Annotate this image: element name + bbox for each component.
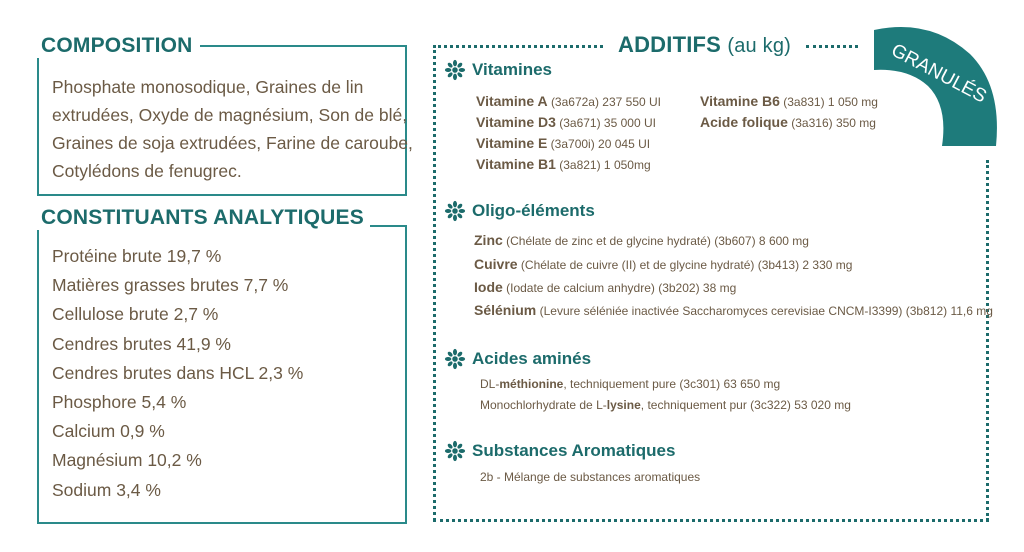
oligo-name: Cuivre [474,256,518,272]
composition-line: Graines de soja extrudées, Farine de caroube, [52,133,413,153]
composition-title: COMPOSITION [35,34,199,58]
oligo-detail: (Chélate de zinc et de glycine hydraté) (3b607) 8 600 mg [506,234,809,248]
composition-text [52,73,413,185]
additifs-frame-bottom [433,519,989,522]
constituant-item: Protéine brute 19,7 % [52,246,222,266]
acide-pre: Monochlorhydrate de L- [480,398,607,412]
oligo-detail: (Iodate de calcium anhydre) (3b202) 38 mg [506,281,737,295]
vitamine-row [700,93,878,109]
constituant-item: Cellulose brute 2,7 % [52,304,219,325]
additifs-frame-right [986,160,989,521]
vitamines-title [444,59,552,81]
vitamine-name: Vitamine B1 [476,156,556,172]
composition-line: Phosphate monosodique, Graines de lin [52,77,364,97]
vitamine-row [476,156,651,172]
constituant-item: Phosphore 5,4 % [52,392,187,413]
vitamine-row [476,93,661,109]
constituant-item: Magnésium 10,2 % [52,450,202,471]
acide-post: , techniquement pur (3c322) 53 020 mg [640,398,851,412]
oligo-detail: (Levure séléniée inactivée Saccharomyces cerevisiae CNCM-I3399) (3b812) 11,6 mg [539,304,993,318]
additifs-title-sub: (au kg) [727,35,792,57]
oligo-name: Iode [474,279,503,295]
oligo-row [474,279,736,295]
constituants-list [52,242,303,505]
acides-title [444,348,591,370]
vitamine-name: Vitamine A [476,93,548,109]
acide-row [480,377,780,391]
vitamine-detail: (3a671) 35 000 UI [559,116,656,130]
vitamines-title-text: Vitamines [472,60,553,79]
aromatiques-text: 2b - Mélange de substances aromatiques [480,470,701,484]
acide-bold: lysine [606,398,641,412]
oligo-name: Sélénium [474,302,537,318]
vitamine-detail: (3a700i) 20 045 UI [550,137,651,151]
constituant-item: Sodium 3,4 % [52,479,161,500]
vitamine-name: Acide folique [700,114,788,130]
additifs-frame-top-left [433,45,603,48]
vitamine-detail: (3a672a) 237 550 UI [550,95,662,109]
oligo-row [474,256,852,272]
acide-bold: méthionine [499,377,564,391]
acide-pre: DL- [480,377,500,391]
vitamine-detail: (3a831) 1 050 mg [783,95,878,109]
additifs-title [612,32,797,58]
flower-icon [444,440,466,462]
acide-row [480,398,851,412]
acides-title-text: Acides aminés [472,349,592,368]
vitamine-name: Vitamine E [476,135,548,151]
constituant-item: Cendres brutes 41,9 % [52,333,231,354]
vitamine-row [476,135,650,151]
oligo-title [444,200,595,222]
vitamine-row [476,114,656,130]
flower-icon [444,348,466,370]
granules-badge [870,14,1010,154]
additifs-frame-top-right [806,45,858,48]
aromatiques-title-text: Substances Aromatiques [472,441,676,460]
constituant-item: Cendres brutes dans HCL 2,3 % [52,362,304,383]
composition-top-line [200,45,407,47]
oligo-row [474,232,809,248]
constituants-title: CONSTITUANTS ANALYTIQUES [35,206,370,230]
composition-line: Cotylédons de fenugrec. [52,161,242,181]
oligo-name: Zinc [474,232,503,248]
constituant-item: Calcium 0,9 % [52,421,165,442]
additifs-frame-left [433,45,436,521]
vitamine-detail: (3a316) 350 mg [791,116,876,130]
constituant-item: Matières grasses brutes 7,7 % [52,275,289,296]
vitamine-name: Vitamine D3 [476,114,556,130]
oligo-title-text: Oligo-éléments [472,201,595,220]
vitamine-detail: (3a821) 1 050mg [559,158,651,172]
vitamine-row [700,114,876,130]
acide-post: , techniquement pure (3c301) 63 650 mg [563,377,781,391]
vitamine-name: Vitamine B6 [700,93,780,109]
additifs-title-main: ADDITIFS [618,32,722,57]
flower-icon [444,59,466,81]
flower-icon [444,200,466,222]
oligo-detail: (Chélate de cuivre (II) et de glycine hydraté) (3b413) 2 330 mg [520,258,853,272]
aromatiques-title [444,440,675,462]
oligo-row [474,302,993,318]
composition-line: extrudées, Oxyde de magnésium, Son de blé, [52,105,408,125]
granules-badge-text: GRANULÉS [887,39,990,108]
